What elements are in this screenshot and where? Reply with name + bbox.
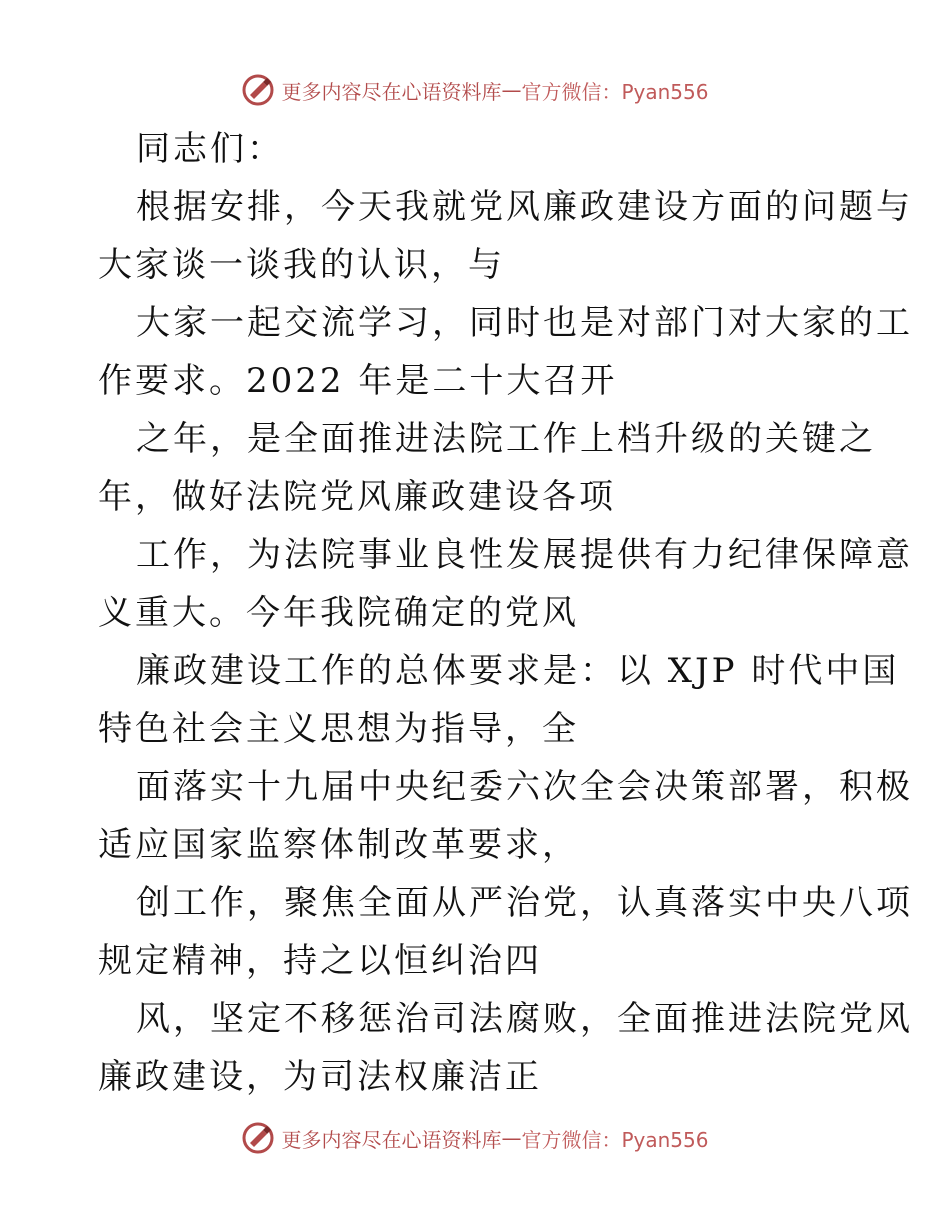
document-body (98, 120, 913, 1106)
text-line: 之年，是全面推进法院工作上档升级的关键之 (136, 419, 876, 459)
footer-contact-text: 官方微信：Pyan556 (521, 1127, 709, 1152)
brand-logo-icon (241, 73, 275, 107)
text-line: 适应国家监察体制改革要求， (98, 825, 579, 865)
text-line: 同志们： (136, 129, 284, 169)
text-line: 作要求。2022 年是二十大召开 (98, 361, 618, 401)
text-line: 根据安排，今天我就党风廉政建设方面的问题与 (136, 187, 913, 227)
text-line: 大家一起交流学习，同时也是对部门对大家的工 (136, 303, 913, 343)
text-line: 创工作，聚焦全面从严治党，认真落实中央八项 (136, 883, 913, 923)
footer-dash: — (501, 1126, 522, 1150)
text-line: 规定精神，持之以恒纠治四 (98, 941, 542, 981)
text-line: 工作，为法院事业良性发展提供有力纪律保障意 (136, 535, 913, 575)
header-watermark (0, 70, 950, 110)
text-line: 特色社会主义思想为指导，全 (98, 709, 579, 749)
text-line: 义重大。今年我院确定的党风 (98, 593, 579, 633)
text-line: 廉政建设工作的总体要求是：以 XJP 时代中国 (136, 651, 900, 691)
text-line: 面落实十九届中央纪委六次全会决策部署，积极 (136, 767, 913, 807)
header-brand-text: 更多内容尽在心语资料库 (281, 79, 502, 104)
text-line: 大家谈一谈我的认识，与 (98, 245, 505, 285)
header-dash: — (501, 78, 522, 102)
text-line: 年，做好法院党风廉政建设各项 (98, 477, 616, 517)
header-contact-text: 官方微信：Pyan556 (521, 79, 709, 104)
brand-logo-icon (241, 1121, 275, 1155)
footer-brand-text: 更多内容尽在心语资料库 (281, 1127, 502, 1152)
footer-watermark (0, 1118, 950, 1158)
text-line: 风，坚定不移惩治司法腐败，全面推进法院党风 (136, 999, 913, 1039)
text-line: 廉政建设，为司法权廉洁正 (98, 1057, 542, 1097)
